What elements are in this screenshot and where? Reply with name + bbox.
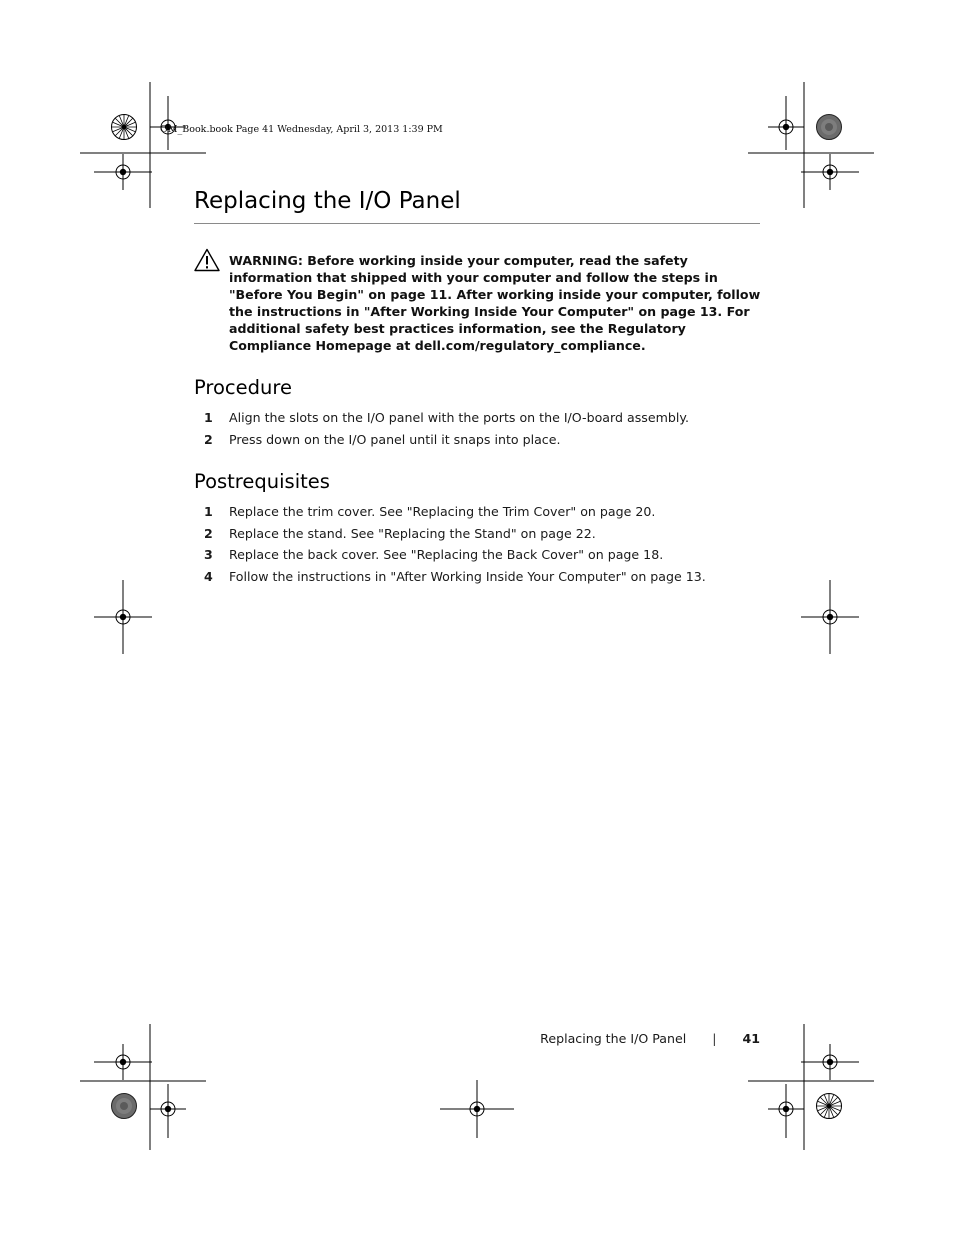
step-text: Replace the stand. See "Replacing the Stand" on page 22. bbox=[229, 525, 596, 541]
step-number: 4 bbox=[204, 569, 213, 585]
procedure-heading: Procedure bbox=[194, 376, 292, 399]
print-slug: OM_Book.book Page 41 Wednesday, April 3, 2013 1:39 PM bbox=[160, 124, 443, 135]
step-number: 2 bbox=[204, 431, 213, 447]
footer-separator: | bbox=[712, 1031, 717, 1046]
warning-notice bbox=[229, 252, 761, 354]
list-item bbox=[204, 545, 764, 567]
step-text: Press down on the I/O panel until it snaps into place. bbox=[229, 431, 561, 447]
step-number: 1 bbox=[204, 504, 213, 519]
page-number: 41 bbox=[742, 1031, 760, 1046]
procedure-steps bbox=[204, 408, 764, 451]
postrequisites-heading: Postrequisites bbox=[194, 470, 330, 493]
step-number: 3 bbox=[204, 547, 213, 563]
list-item bbox=[204, 408, 764, 430]
step-number: 2 bbox=[204, 525, 213, 541]
list-item bbox=[204, 567, 764, 589]
postrequisites-steps bbox=[204, 502, 764, 589]
step-text: Replace the back cover. See "Replacing the Back Cover" on page 18. bbox=[229, 547, 664, 563]
page-title: Replacing the I/O Panel bbox=[194, 188, 461, 214]
warning-triangle-icon bbox=[194, 248, 220, 272]
footer-section-title: Replacing the I/O Panel bbox=[540, 1031, 687, 1046]
title-rule bbox=[194, 223, 760, 224]
step-text: Align the slots on the I/O panel with the ports on the I/O-board assembly. bbox=[229, 410, 689, 425]
warning-text: WARNING: Before working inside your computer, read the safety information that shipped with your computer and follow the steps in "Before You Begin" on page 11. After working inside your computer, follow the instructions in "After Working Inside Your Computer" on page 13. For additional safety best practices information, see the Regulatory Compliance Homepage at dell.com/regulatory_compliance. bbox=[229, 253, 761, 353]
list-item bbox=[204, 524, 764, 546]
page-footer bbox=[540, 1031, 760, 1046]
step-text: Replace the trim cover. See "Replacing the Trim Cover" on page 20. bbox=[229, 504, 656, 519]
step-number: 1 bbox=[204, 410, 213, 425]
step-text: Follow the instructions in "After Working Inside Your Computer" on page 13. bbox=[229, 569, 706, 585]
list-item bbox=[204, 502, 764, 524]
list-item bbox=[204, 430, 764, 452]
